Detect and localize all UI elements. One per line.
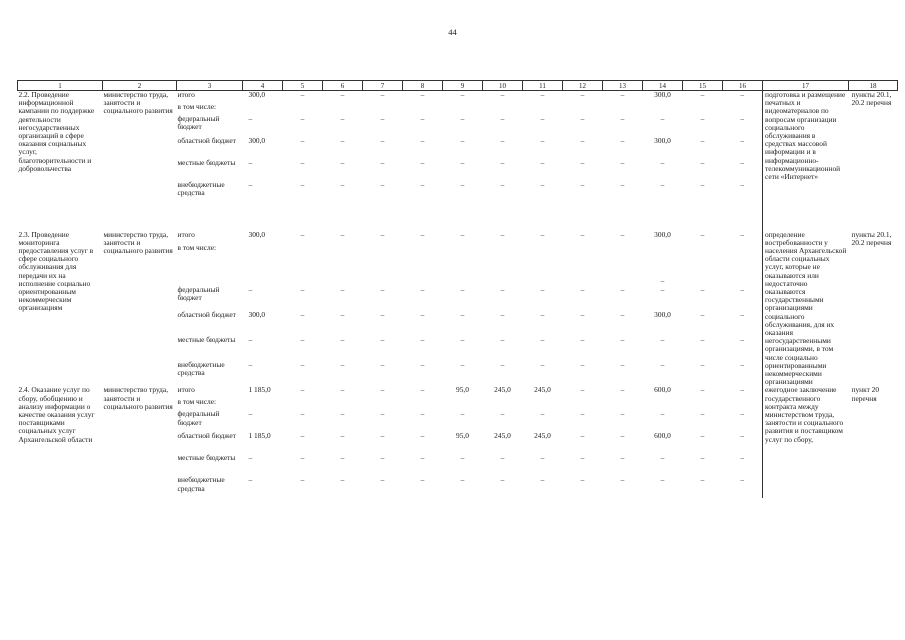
- amount-cell: 245,0: [494, 385, 511, 395]
- amount-cell: –: [660, 284, 665, 294]
- amount-cell: –: [380, 360, 385, 370]
- amount-cell: –: [420, 431, 425, 441]
- amount-cell: –: [660, 157, 665, 167]
- funding-source: областной бюджет: [177, 431, 236, 441]
- amount-cell: –: [700, 135, 705, 145]
- amount-cell: –: [740, 334, 745, 344]
- amount-cell: –: [620, 284, 625, 294]
- amount-cell: –: [580, 309, 585, 319]
- amount-cell: –: [700, 360, 705, 370]
- amount-cell: –: [500, 453, 505, 463]
- amount-cell: –: [300, 157, 305, 167]
- funding-source: итого: [177, 385, 195, 395]
- funding-source: местные бюджеты: [177, 157, 236, 167]
- header-cell: 3: [177, 81, 243, 91]
- amount-cell: –: [540, 453, 545, 463]
- amount-cell: –: [300, 229, 305, 239]
- amount-cell: –: [500, 179, 505, 189]
- amount-cell: –: [248, 284, 253, 294]
- amount-cell: –: [300, 453, 305, 463]
- amount-cell: 1 185,0: [248, 385, 271, 395]
- amount-cell: –: [580, 360, 585, 370]
- funding-source: внебюджетные средства: [177, 475, 225, 493]
- amount-cell: –: [248, 334, 253, 344]
- amount-cell: –: [460, 135, 465, 145]
- header-cell: 10: [483, 81, 523, 91]
- funding-source: внебюджетные средства: [177, 360, 225, 378]
- amount-cell: –: [380, 113, 385, 123]
- amount-cell: [483, 244, 523, 285]
- amount-cell: –: [460, 157, 465, 167]
- amount-cell: –: [380, 309, 385, 319]
- amount-cell: –: [460, 229, 465, 239]
- amount-cell: 300,0: [248, 90, 266, 99]
- amount-cell: –: [740, 179, 745, 189]
- amount-cell: –: [660, 334, 665, 344]
- amount-cell: 245,0: [494, 431, 511, 441]
- amount-cell: –: [660, 360, 665, 370]
- amount-cell: –: [540, 179, 545, 189]
- amount-cell: –: [420, 179, 425, 189]
- amount-cell: –: [580, 431, 585, 441]
- amount-cell: [523, 103, 563, 115]
- amount-cell: –: [340, 135, 345, 145]
- amount-cell: –: [740, 360, 745, 370]
- amount-cell: [283, 103, 323, 115]
- amount-cell: –: [340, 409, 345, 419]
- amount-cell: –: [420, 284, 425, 294]
- amount-cell: –: [740, 229, 745, 239]
- amount-cell: –: [500, 113, 505, 123]
- amount-cell: –: [740, 90, 745, 99]
- amount-cell: –: [248, 113, 253, 123]
- amount-cell: 600,0: [654, 431, 671, 441]
- amount-cell: –: [460, 284, 465, 294]
- amount-cell: –: [740, 113, 745, 123]
- amount-cell: 245,0: [534, 385, 551, 395]
- amount-cell: [603, 244, 643, 285]
- amount-cell: –: [340, 113, 345, 123]
- amount-cell: –: [580, 385, 585, 395]
- amount-cell: –: [700, 475, 705, 485]
- amount-cell: –: [380, 475, 385, 485]
- amount-cell: –: [340, 431, 345, 441]
- amount-cell: –: [740, 135, 745, 145]
- funding-source: местные бюджеты: [177, 453, 236, 463]
- program-table-wrap: [17, 80, 892, 498]
- amount-cell: –: [620, 229, 625, 239]
- amount-cell: –: [460, 334, 465, 344]
- header-cell: 11: [523, 81, 563, 91]
- table-row: [18, 91, 898, 103]
- amount-cell: –: [340, 157, 345, 167]
- amount-cell: –: [700, 157, 705, 167]
- amount-cell: –: [620, 90, 625, 99]
- amount-cell: –: [420, 453, 425, 463]
- header-cell: 8: [403, 81, 443, 91]
- amount-cell: –: [620, 179, 625, 189]
- amount-cell: [643, 103, 683, 115]
- amount-cell: –: [740, 475, 745, 485]
- amount-cell: –: [380, 431, 385, 441]
- amount-cell: –: [580, 284, 585, 294]
- amount-cell: –: [248, 157, 253, 167]
- amount-cell: [403, 244, 443, 285]
- funding-source: внебюджетные средства: [177, 179, 225, 197]
- table-row: [18, 231, 898, 245]
- amount-cell: [323, 244, 363, 285]
- amount-cell: 300,0: [654, 135, 671, 145]
- amount-cell: –: [380, 284, 385, 294]
- amount-cell: [723, 103, 763, 115]
- amount-cell: –: [420, 135, 425, 145]
- header-cell: 15: [683, 81, 723, 91]
- amount-cell: –: [460, 453, 465, 463]
- header-cell: 13: [603, 81, 643, 91]
- amount-cell: –: [740, 409, 745, 419]
- amount-cell: –: [340, 453, 345, 463]
- header-cell: 18: [849, 81, 898, 91]
- header-cell: 6: [323, 81, 363, 91]
- amount-cell: –: [340, 475, 345, 485]
- amount-cell: –: [300, 309, 305, 319]
- amount-cell: 300,0: [248, 135, 266, 145]
- amount-cell: –: [380, 229, 385, 239]
- amount-cell: [603, 103, 643, 115]
- amount-cell: –: [300, 113, 305, 123]
- amount-cell: –: [500, 360, 505, 370]
- amount-cell: –: [340, 179, 345, 189]
- amount-cell: –: [248, 453, 253, 463]
- amount-cell: –: [500, 409, 505, 419]
- amount-cell: –: [420, 385, 425, 395]
- activity-name: 2.2. Проведение информационной кампании по поддержке деятельности негосударственных организаций в сфере оказания социальных услуг, благотворительности и добровольчества: [18, 90, 95, 173]
- amount-cell: –: [500, 334, 505, 344]
- amount-cell: –: [340, 334, 345, 344]
- funding-source: итого: [177, 229, 195, 239]
- amount-cell: [443, 103, 483, 115]
- funding-source: федеральный бюджет: [177, 409, 220, 427]
- amount-cell: –: [540, 409, 545, 419]
- amount-cell: –: [300, 385, 305, 395]
- amount-cell: –: [580, 475, 585, 485]
- amount-cell: –: [740, 453, 745, 463]
- amount-cell: [443, 244, 483, 285]
- amount-cell: –: [340, 309, 345, 319]
- amount-cell: [363, 103, 403, 115]
- funding-source: федеральный бюджет: [177, 284, 220, 302]
- amount-cell: –: [540, 284, 545, 294]
- amount-cell: [243, 244, 283, 285]
- amount-cell: –: [700, 453, 705, 463]
- amount-cell: –: [460, 90, 465, 99]
- program-table: [17, 80, 898, 498]
- amount-cell: –: [340, 229, 345, 239]
- amount-cell: –: [740, 431, 745, 441]
- amount-cell: –: [620, 360, 625, 370]
- amount-cell: 600,0: [654, 385, 671, 395]
- activity-name: 2.3. Проведение мониторинга предоставления услуг в сфере социального обслуживания для передачи их на исполнение социально ориентированным некоммерческим организациям: [18, 229, 94, 313]
- amount-cell: –: [700, 179, 705, 189]
- amount-cell: 245,0: [534, 431, 551, 441]
- list-items-ref: пункт 20 перечня: [851, 385, 880, 403]
- header-cell: 16: [723, 81, 763, 91]
- amount-cell: –: [660, 453, 665, 463]
- amount-cell: –: [420, 334, 425, 344]
- amount-cell: –: [380, 385, 385, 395]
- amount-cell: –: [420, 360, 425, 370]
- amount-cell: –: [420, 90, 425, 99]
- amount-cell: –: [660, 409, 665, 419]
- funding-source: в том числе:: [177, 397, 217, 407]
- amount-cell: [523, 244, 563, 285]
- amount-cell: [323, 103, 363, 115]
- amount-cell: [723, 244, 763, 285]
- amount-cell: 1 185,0: [248, 431, 271, 441]
- amount-cell: –: [500, 475, 505, 485]
- amount-cell: –: [660, 179, 665, 189]
- amount-cell: –: [740, 385, 745, 395]
- amount-cell: –: [620, 431, 625, 441]
- amount-cell: –: [300, 284, 305, 294]
- amount-cell: –: [580, 453, 585, 463]
- header-row: [18, 81, 898, 91]
- amount-cell: 300,0: [248, 229, 266, 239]
- executor: министерство труда, занятости и социального развития: [103, 229, 173, 255]
- amount-cell: –: [500, 135, 505, 145]
- amount-cell: –: [460, 113, 465, 123]
- amount-cell: –: [740, 157, 745, 167]
- amount-cell: –: [620, 409, 625, 419]
- page-number: 44: [448, 27, 457, 37]
- header-cell: 14: [643, 81, 683, 91]
- amount-cell: –: [248, 360, 253, 370]
- amount-cell: –: [700, 309, 705, 319]
- amount-cell: –: [540, 309, 545, 319]
- amount-cell: –: [340, 360, 345, 370]
- amount-cell: [283, 244, 323, 285]
- amount-cell: –: [380, 90, 385, 99]
- amount-cell: –: [500, 309, 505, 319]
- amount-cell: –: [620, 453, 625, 463]
- amount-cell: [403, 103, 443, 115]
- funding-source: в том числе:: [177, 243, 217, 253]
- amount-cell: –: [540, 113, 545, 123]
- header-cell: 5: [283, 81, 323, 91]
- amount-cell: 300,0: [654, 309, 671, 319]
- amount-cell: –: [700, 284, 705, 294]
- amount-cell: –: [620, 113, 625, 123]
- header-cell: 7: [363, 81, 403, 91]
- amount-cell: –: [620, 334, 625, 344]
- header-cell: 4: [243, 81, 283, 91]
- amount-cell: –: [500, 157, 505, 167]
- amount-cell: –: [300, 475, 305, 485]
- amount-cell: –: [620, 157, 625, 167]
- amount-cell: –: [700, 409, 705, 419]
- amount-cell: –: [580, 229, 585, 239]
- amount-cell: 300,0: [654, 229, 671, 239]
- amount-cell: 95,0: [456, 431, 469, 441]
- amount-cell: –: [340, 284, 345, 294]
- amount-cell: –: [380, 409, 385, 419]
- amount-cell: –: [580, 179, 585, 189]
- amount-cell: –: [420, 409, 425, 419]
- amount-cell: –: [380, 334, 385, 344]
- amount-cell: –: [580, 90, 585, 99]
- amount-cell: –: [660, 475, 665, 485]
- amount-cell: [243, 103, 283, 115]
- executor: министерство труда, занятости и социального развития: [103, 385, 173, 411]
- amount-cell: –: [500, 90, 505, 99]
- header-cell: 12: [563, 81, 603, 91]
- amount-cell: –: [620, 385, 625, 395]
- header-cell: 9: [443, 81, 483, 91]
- funding-source: федеральный бюджет: [177, 113, 220, 131]
- amount-cell: –: [500, 284, 505, 294]
- amount-cell: –: [620, 135, 625, 145]
- amount-cell: [563, 244, 603, 285]
- amount-cell: –: [660, 113, 665, 123]
- expected-result: определение востребованности у населения Архангельской области социальных услуг, которые не оказываются или недостаточно оказываются государственными организациями социального обслуживания, для их оказания негосударственными организациями, в том числе социально ориентированными некоммерческими организациями: [763, 231, 849, 387]
- amount-cell: –: [700, 431, 705, 441]
- table-row: [18, 386, 898, 398]
- amount-cell: –: [300, 360, 305, 370]
- amount-cell: –: [700, 113, 705, 123]
- amount-cell: –: [340, 385, 345, 395]
- amount-cell: –: [420, 157, 425, 167]
- amount-cell: –: [580, 113, 585, 123]
- amount-cell: –: [380, 453, 385, 463]
- amount-cell: [683, 103, 723, 115]
- amount-cell: –: [460, 475, 465, 485]
- amount-cell: –: [540, 475, 545, 485]
- funding-source: областной бюджет: [177, 135, 236, 145]
- amount-cell: –: [540, 334, 545, 344]
- amount-cell: –: [740, 309, 745, 319]
- amount-cell: –: [248, 179, 253, 189]
- amount-cell: [363, 244, 403, 285]
- amount-cell: –: [580, 135, 585, 145]
- amount-cell: –: [300, 179, 305, 189]
- list-items-ref: пункты 20.1, 20.2 перечня: [851, 90, 892, 108]
- amount-cell: –: [248, 475, 253, 485]
- amount-cell: –: [380, 135, 385, 145]
- amount-cell: –: [420, 475, 425, 485]
- amount-cell: 300,0: [654, 90, 671, 99]
- amount-cell: –: [580, 409, 585, 419]
- amount-cell: –: [300, 409, 305, 419]
- amount-cell: –: [620, 309, 625, 319]
- amount-cell: [483, 103, 523, 115]
- amount-cell: –: [300, 334, 305, 344]
- amount-cell: –: [540, 90, 545, 99]
- amount-cell: –: [500, 229, 505, 239]
- amount-cell: –: [460, 409, 465, 419]
- executor: министерство труда, занятости и социального развития: [103, 90, 173, 116]
- funding-source: местные бюджеты: [177, 334, 236, 344]
- amount-cell: –: [380, 157, 385, 167]
- activity-name: 2.4. Оказание услуг по сбору, обобщению и анализу информации о качестве оказания услуг поставщиками социальных услуг Архангельской области: [18, 385, 95, 444]
- table-body: [18, 91, 898, 499]
- amount-cell: –: [300, 90, 305, 99]
- amount-cell: –: [460, 360, 465, 370]
- funding-source: в том числе:: [177, 101, 217, 111]
- amount-cell: –: [700, 90, 705, 99]
- amount-cell: –: [540, 135, 545, 145]
- amount-cell: –: [620, 475, 625, 485]
- amount-cell: –: [540, 229, 545, 239]
- amount-cell: –: [460, 179, 465, 189]
- amount-cell: –: [420, 309, 425, 319]
- funding-source: областной бюджет: [177, 309, 236, 319]
- amount-cell: –: [300, 431, 305, 441]
- expected-result: ежегодное заключение государственного контракта между министерством труда, занятости и социального развития и поставщиком услуг по сбору,: [763, 386, 849, 498]
- funding-source: итого: [177, 90, 195, 99]
- amount-cell: 95,0: [456, 385, 469, 395]
- header-cell: 17: [763, 81, 849, 91]
- amount-cell: –: [380, 179, 385, 189]
- amount-cell: –: [460, 309, 465, 319]
- amount-cell: [563, 103, 603, 115]
- amount-cell: –: [580, 334, 585, 344]
- list-items-ref: пункты 20.1, 20.2 перечня: [851, 229, 892, 247]
- amount-cell: –: [420, 113, 425, 123]
- amount-cell: –: [700, 334, 705, 344]
- amount-cell: –: [300, 135, 305, 145]
- amount-cell: –: [700, 229, 705, 239]
- amount-cell: –: [700, 385, 705, 395]
- amount-cell: –: [580, 157, 585, 167]
- amount-cell: –: [420, 229, 425, 239]
- header-cell: 1: [18, 81, 103, 91]
- header-cell: 2: [103, 81, 177, 91]
- amount-cell: –: [740, 284, 745, 294]
- amount-cell: –: [340, 90, 345, 99]
- amount-cell: [683, 244, 723, 285]
- amount-cell: –: [248, 409, 253, 419]
- amount-cell: –: [540, 157, 545, 167]
- amount-cell: –: [540, 360, 545, 370]
- amount-cell: –: [660, 276, 665, 286]
- expected-result: подготовка и размещение печатных и видеоматериалов по вопросам организации социального обслуживания в средствах массовой информации и в информационно-телекоммуникационной сети «Интернет»: [763, 91, 849, 231]
- amount-cell: 300,0: [248, 309, 266, 319]
